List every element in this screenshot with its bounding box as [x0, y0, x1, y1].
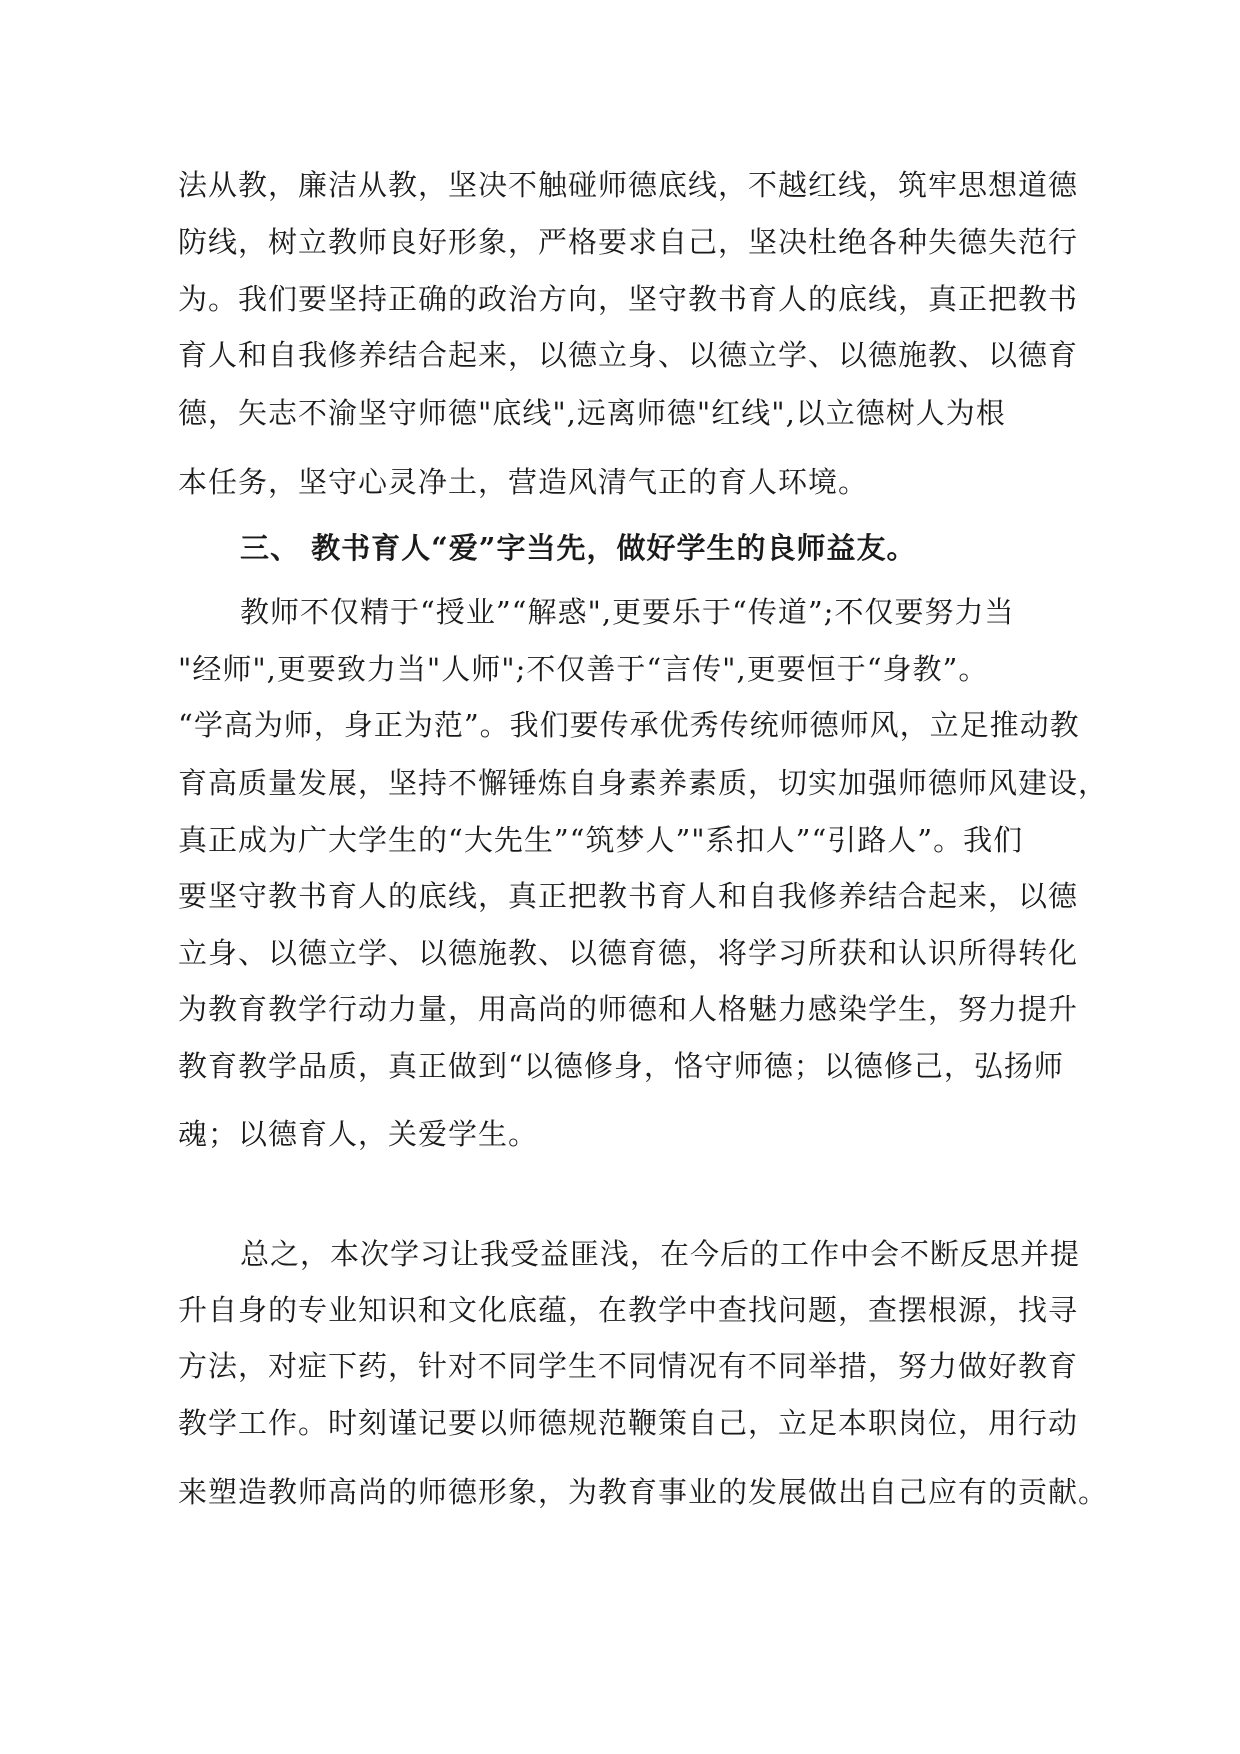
text-line: 魂；以德育人，关爱学生。 [178, 1117, 539, 1151]
section-heading: 三、 教书育人“爱”字当先，做好学生的良师益友。 [240, 531, 917, 565]
text-line: 教育教学品质，真正做到“以德修身，恪守师德；以德修己，弘扬师 [178, 1049, 1064, 1083]
text-line: 德，矢志不渝坚守师德"底线",远离师德"红线",以立德树人为根 [178, 396, 1006, 430]
text-line: 法从教，廉洁从教，坚决不触碰师德底线，不越红线，筑牢思想道德 [178, 168, 1079, 202]
text-line: 升自身的专业知识和文化底蕴，在教学中查找问题，查摆根源，找寻 [178, 1293, 1079, 1327]
text-line: 立身、以德立学、以德施教、以德育德，将学习所获和认识所得转化 [178, 936, 1079, 970]
text-line: 本任务，坚守心灵净土，营造风清气正的育人环境。 [178, 465, 869, 499]
text-line: 育高质量发展，坚持不懈锤炼自身素养素质，切实加强师德师风建设， [178, 766, 1109, 800]
text-line: 来塑造教师高尚的师德形象，为教育事业的发展做出自己应有的贡献。 [178, 1475, 1109, 1509]
text-line: 总之，本次学习让我受益匪浅，在今后的工作中会不断反思并提 [240, 1237, 1081, 1271]
text-line: 为。我们要坚持正确的政治方向，坚守教书育人的底线，真正把教书 [178, 282, 1079, 316]
text-line: "经师",更要致力当"人师";不仅善于“言传",更要恒于“身教”。 [178, 652, 989, 686]
text-line: “学高为师，身正为范”。我们要传承优秀传统师德师风，立足推动教 [178, 708, 1080, 742]
text-line: 真正成为广大学生的“大先生”“筑梦人”"系扣人”“引路人”。我们 [178, 823, 1024, 857]
text-line: 教师不仅精于“授业”“解惑",更要乐于“传道”;不仅要努力当 [240, 595, 1015, 629]
text-line: 教学工作。时刻谨记要以师德规范鞭策自己，立足本职岗位，用行动 [178, 1406, 1079, 1440]
text-line: 防线，树立教师良好形象，严格要求自己，坚决杜绝各种失德失范行 [178, 225, 1079, 259]
text-line: 为教育教学行动力量，用高尚的师德和人格魅力感染学生，努力提升 [178, 992, 1079, 1026]
text-line: 育人和自我修养结合起来，以德立身、以德立学、以德施教、以德育 [178, 338, 1079, 372]
text-line: 方法，对症下药，针对不同学生不同情况有不同举措，努力做好教育 [178, 1349, 1079, 1383]
text-line: 要坚守教书育人的底线，真正把教书育人和自我修养结合起来，以德 [178, 879, 1079, 913]
